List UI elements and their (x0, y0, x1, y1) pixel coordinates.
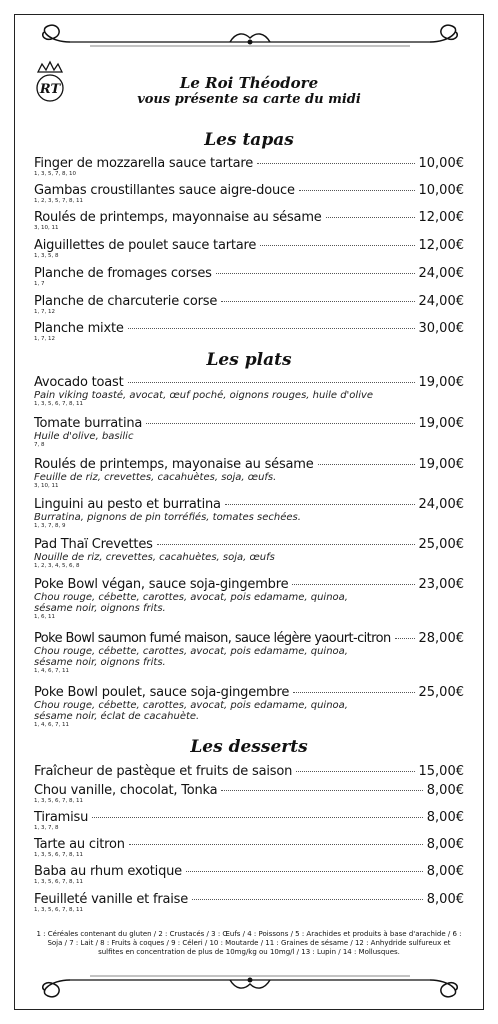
item-price: 24,00€ (418, 497, 464, 512)
item-description-line2: sésame noir, oignons frits. (34, 657, 166, 668)
item-description-line2: sésame noir, éclat de cacahuète. (34, 711, 200, 722)
item-price: 25,00€ (418, 537, 464, 552)
leader-dots (221, 790, 422, 791)
item-allergens: 1, 3, 5, 6, 7, 8, 11 (34, 401, 83, 407)
item-name: Tomate burratina (34, 416, 143, 431)
bottom-ornament (30, 960, 470, 1000)
leader-dots (395, 638, 415, 639)
menu-item (34, 892, 464, 914)
leader-dots (128, 382, 415, 383)
item-name: Planche mixte (34, 321, 124, 336)
item-description: Feuille de riz, crevettes, cacahuètes, soja, œufs. (34, 472, 277, 483)
restaurant-name: Le Roi Théodore (179, 74, 319, 92)
item-allergens: 1, 4, 6, 7, 11 (34, 668, 69, 674)
item-name: Linguini au pesto et burratina (34, 497, 221, 512)
leader-dots (260, 245, 414, 246)
item-description: Pain viking toasté, avocat, œuf poché, oignons rouges, huile d'olive (34, 390, 374, 401)
item-allergens: 1, 3, 7, 8 (34, 825, 59, 831)
item-allergens: 1, 7, 12 (34, 336, 55, 342)
leader-dots (293, 692, 414, 693)
item-allergens: 1, 3, 5, 6, 7, 8, 11 (34, 852, 83, 858)
leader-dots (192, 899, 423, 900)
leader-dots (186, 871, 423, 872)
item-price: 24,00€ (418, 266, 464, 281)
menu-item (34, 238, 464, 260)
item-name: Roulés de printemps, mayonnaise au sésame (34, 210, 322, 225)
menu-item (34, 183, 464, 205)
item-price: 23,00€ (418, 577, 464, 592)
item-name: Avocado toast (34, 375, 124, 390)
item-description: Chou rouge, cébette, carottes, avocat, pois edamame, quinoa, (34, 592, 348, 603)
menu-item (34, 783, 464, 805)
item-name: Pad Thaï Crevettes (34, 537, 153, 552)
item-allergens: 1, 2, 3, 5, 7, 8, 11 (34, 198, 83, 204)
section-title-desserts: Les desserts (190, 737, 308, 757)
item-price: 19,00€ (418, 457, 464, 472)
leader-dots (157, 544, 415, 545)
menu-item (34, 375, 464, 408)
item-price: 10,00€ (418, 183, 464, 198)
item-description: Chou rouge, cébette, carottes, avocat, pois edamame, quinoa, (34, 646, 348, 657)
item-name: Aiguillettes de poulet sauce tartare (34, 238, 257, 253)
item-price: 8,00€ (426, 892, 464, 907)
menu-item (34, 864, 464, 886)
leader-dots (299, 190, 415, 191)
monogram-text: RT (39, 82, 61, 97)
leader-dots (129, 844, 423, 845)
menu-item (34, 631, 464, 675)
menu-item (34, 210, 464, 232)
item-price: 8,00€ (426, 810, 464, 825)
restaurant-subtitle: vous présente sa carte du midi (137, 92, 361, 107)
leader-dots (146, 423, 414, 424)
item-name: Finger de mozzarella sauce tartare (34, 156, 254, 171)
item-name: Poke Bowl poulet, sauce soja-gingembre (34, 685, 290, 700)
item-price: 10,00€ (418, 156, 464, 171)
item-description: Burratina, pignons de pin torréfiés, tomates sechées. (34, 512, 301, 523)
leader-dots (318, 464, 415, 465)
menu-item (34, 156, 464, 178)
item-allergens: 1, 2, 3, 4, 5, 6, 8 (34, 563, 80, 569)
menu-item (34, 321, 464, 343)
top-ornament (30, 22, 470, 62)
item-name: Roulés de printemps, mayonaise au sésame (34, 457, 314, 472)
item-price: 12,00€ (418, 210, 464, 225)
leader-dots (92, 817, 423, 818)
item-price: 28,00€ (418, 631, 464, 646)
item-description: Chou rouge, cébette, carottes, avocat, pois edamame, quinoa, (34, 700, 348, 711)
item-price: 15,00€ (418, 764, 464, 779)
item-name: Poke Bowl saumon fumé maison, sauce légère yaourt-citron (34, 631, 391, 646)
item-allergens: 7, 8 (34, 442, 45, 448)
item-allergens: 1, 3, 5, 6, 7, 8, 11 (34, 798, 83, 804)
item-name: Planche de charcuterie corse (34, 294, 218, 309)
leader-dots (216, 273, 415, 274)
menu-item (34, 537, 464, 570)
item-name: Gambas croustillantes sauce aigre-douce (34, 183, 295, 198)
item-name: Chou vanille, chocolat, Tonka (34, 783, 218, 798)
leader-dots (128, 328, 415, 329)
section-title-tapas: Les tapas (204, 130, 294, 150)
menu-item (34, 810, 464, 832)
item-allergens: 1, 3, 5, 7, 8, 10 (34, 171, 76, 177)
menu-item (34, 457, 464, 490)
menu-item (34, 837, 464, 859)
item-name: Fraîcheur de pastèque et fruits de saison (34, 764, 293, 779)
item-price: 19,00€ (418, 375, 464, 390)
leader-dots (257, 163, 414, 164)
item-price: 25,00€ (418, 685, 464, 700)
item-allergens: 1, 3, 5, 6, 7, 8, 11 (34, 907, 83, 913)
item-name: Poke Bowl végan, sauce soja-gingembre (34, 577, 289, 592)
item-allergens: 1, 4, 6, 7, 11 (34, 722, 69, 728)
item-allergens: 3, 10, 11 (34, 225, 59, 231)
leader-dots (221, 301, 414, 302)
item-price: 30,00€ (418, 321, 464, 336)
item-allergens: 1, 7, 12 (34, 309, 55, 315)
item-name: Tiramisu (34, 810, 89, 825)
item-price: 24,00€ (418, 294, 464, 309)
item-allergens: 1, 3, 5, 8 (34, 253, 59, 259)
item-price: 12,00€ (418, 238, 464, 253)
item-price: 8,00€ (426, 783, 464, 798)
item-name: Baba au rhum exotique (34, 864, 182, 879)
menu-item (34, 685, 464, 729)
item-name: Planche de fromages corses (34, 266, 212, 281)
menu-item (34, 266, 464, 288)
item-price: 19,00€ (418, 416, 464, 431)
item-name: Feuilleté vanille et fraise (34, 892, 189, 907)
leader-dots (326, 217, 415, 218)
item-price: 8,00€ (426, 837, 464, 852)
item-allergens: 1, 7 (34, 281, 45, 287)
leader-dots (296, 771, 414, 772)
item-description: Huile d'olive, basilic (34, 431, 134, 442)
item-allergens: 1, 3, 7, 8, 9 (34, 523, 66, 529)
leader-dots (292, 584, 414, 585)
allergen-legend: 1 : Céréales contenant du gluten / 2 : Crustacés / 3 : Œufs / 4 : Poissons / 5 : Arachides et produits à base d'arachide / 6 : Soja / 7 : Lait / 8 : Fruits à coques / 9 : Céleri / 10 : Moutarde / 11 : Graines de sésame / 12 : Anhydride sulfureux et sulfites en concentration de plus de 10mg/kg ou 10mg/l / 13 : Lupin / 14 : Mollusques. (36, 930, 462, 956)
item-price: 8,00€ (426, 864, 464, 879)
leader-dots (225, 504, 415, 505)
menu-item (34, 294, 464, 316)
menu-item (34, 497, 464, 530)
menu-item (34, 764, 464, 779)
item-name: Tarte au citron (34, 837, 125, 852)
item-description: Nouille de riz, crevettes, cacahuètes, soja, œufs (34, 552, 275, 563)
menu-item (34, 577, 464, 621)
item-allergens: 1, 6, 11 (34, 614, 55, 620)
menu-item (34, 416, 464, 449)
section-title-plats: Les plats (206, 350, 292, 370)
item-allergens: 3, 10, 11 (34, 483, 59, 489)
item-description-line2: sésame noir, oignons frits. (34, 603, 166, 614)
item-allergens: 1, 3, 5, 6, 7, 8, 11 (34, 879, 83, 885)
